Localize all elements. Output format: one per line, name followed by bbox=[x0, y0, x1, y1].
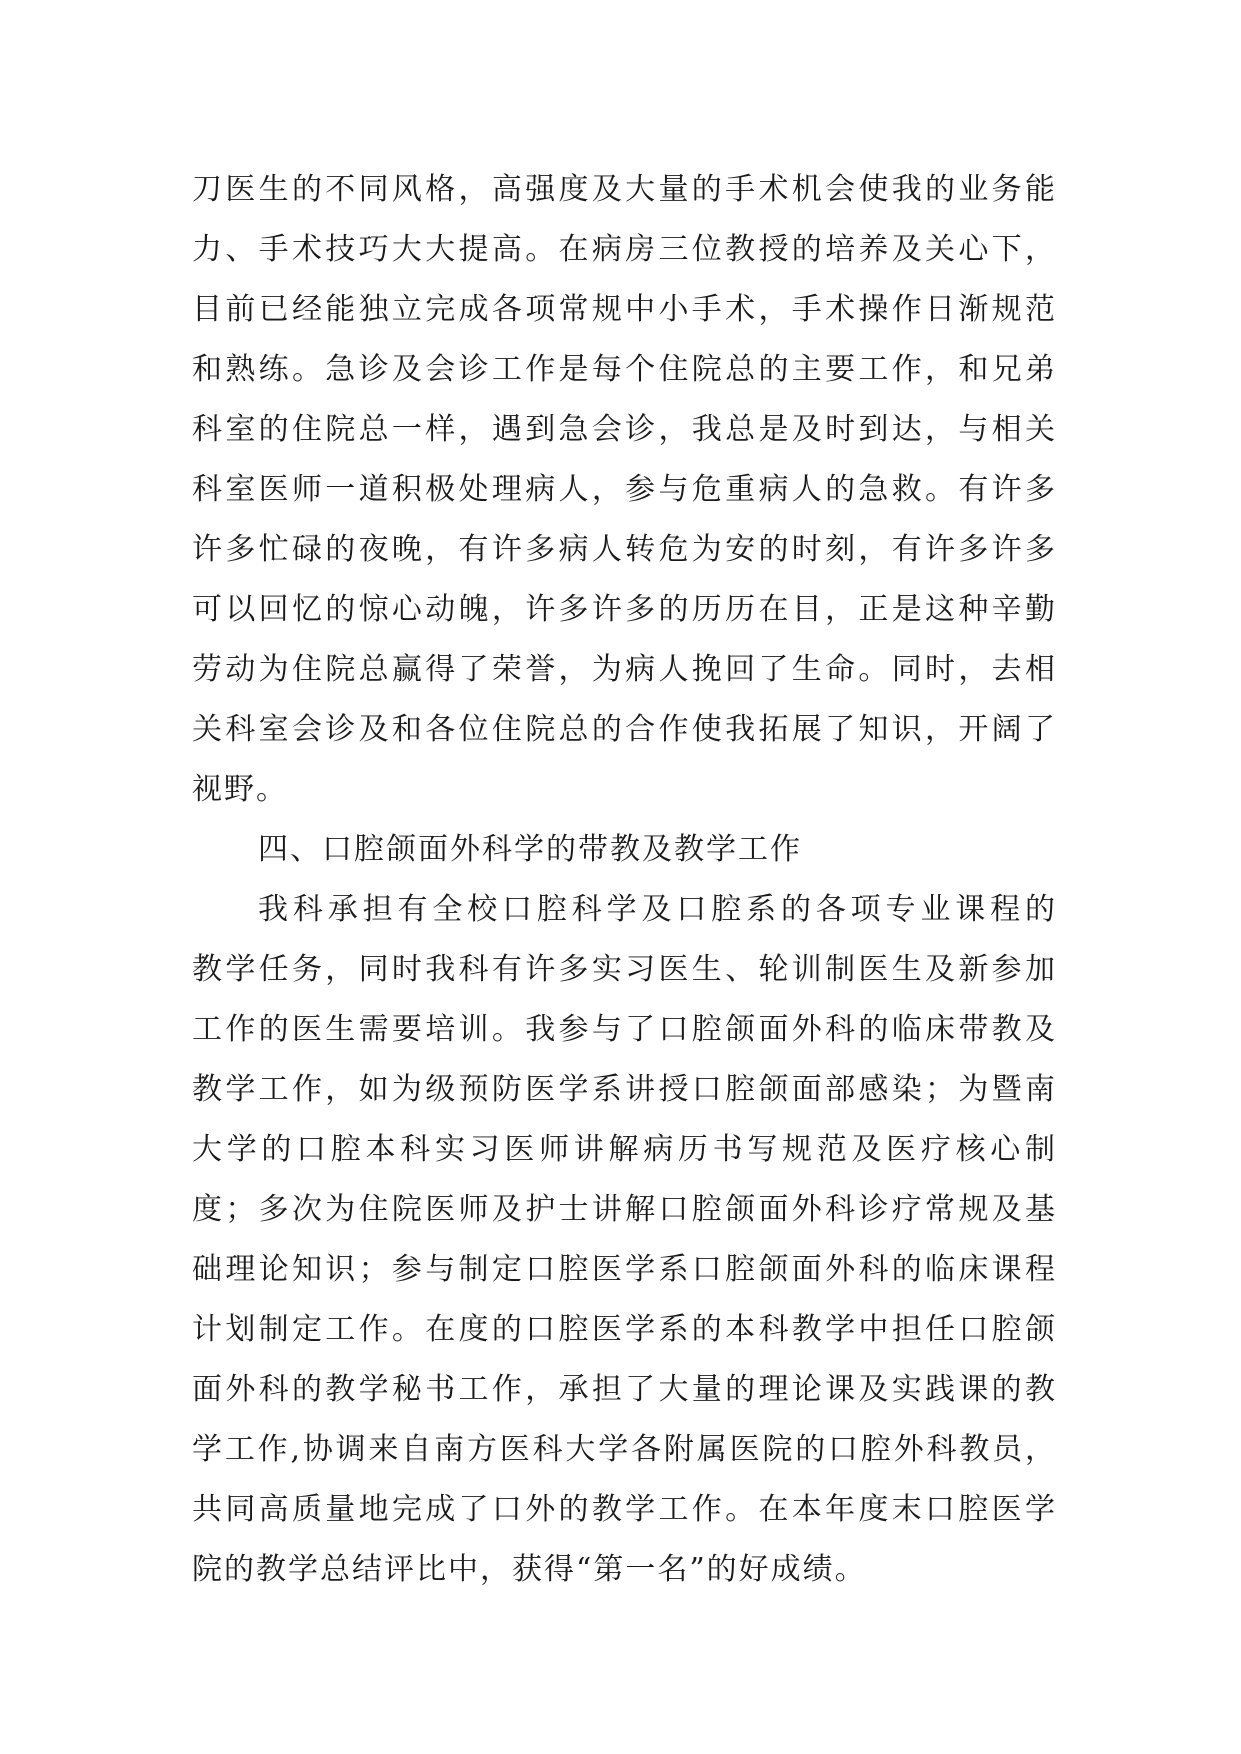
paragraph-surgical-duty bbox=[192, 160, 1057, 820]
text-line: 科室的住院总一样，遇到急会诊，我总是及时到达，与相关 bbox=[192, 412, 1057, 447]
text-line: 院的教学总结评比中，获得“第一名”的好成绩。 bbox=[192, 1552, 867, 1587]
text-line: 可以回忆的惊心动魄，许多许多的历历在目，正是这种辛勤 bbox=[192, 592, 1057, 627]
text-line: 许多忙碌的夜晚，有许多病人转危为安的时刻，有许多许多 bbox=[192, 532, 1057, 567]
section-heading: 四、口腔颌面外科学的带教及教学工作 bbox=[258, 832, 802, 867]
text-line: 教学工作，如为级预防医学系讲授口腔颌面部感染；为暨南 bbox=[192, 1072, 1057, 1107]
text-line: 度；多次为住院医师及护士讲解口腔颌面外科诊疗常规及基 bbox=[192, 1192, 1057, 1227]
text-line: 关科室会诊及和各位住院总的合作使我拓展了知识，开阔了 bbox=[192, 712, 1057, 747]
text-line: 学工作,协调来自南方医科大学各附属医院的口腔外科教员， bbox=[192, 1432, 1057, 1467]
text-line: 目前已经能独立完成各项常规中小手术，手术操作日渐规范 bbox=[192, 292, 1057, 327]
text-line: 和熟练。急诊及会诊工作是每个住院总的主要工作，和兄弟 bbox=[192, 352, 1057, 387]
text-line: 大学的口腔本科实习医师讲解病历书写规范及医疗核心制 bbox=[192, 1132, 1057, 1167]
document-body bbox=[192, 160, 1057, 1600]
text-line: 共同高质量地完成了口外的教学工作。在本年度末口腔医学 bbox=[192, 1492, 1057, 1527]
text-line: 视野。 bbox=[192, 772, 288, 807]
text-line: 刀医生的不同风格，高强度及大量的手术机会使我的业务能 bbox=[192, 172, 1057, 207]
text-line: 教学任务，同时我科有许多实习医生、轮训制医生及新参加 bbox=[192, 952, 1057, 987]
text-line: 计划制定工作。在度的口腔医学系的本科教学中担任口腔颌 bbox=[192, 1312, 1057, 1347]
text-line: 我科承担有全校口腔科学及口腔系的各项专业课程的 bbox=[258, 892, 1057, 927]
paragraph-teaching-work bbox=[192, 880, 1057, 1600]
text-line: 力、手术技巧大大提高。在病房三位教授的培养及关心下， bbox=[192, 232, 1057, 267]
text-line: 劳动为住院总赢得了荣誉，为病人挽回了生命。同时，去相 bbox=[192, 652, 1057, 687]
text-line: 础理论知识；参与制定口腔医学系口腔颌面外科的临床课程 bbox=[192, 1252, 1057, 1287]
text-line: 科室医师一道积极处理病人，参与危重病人的急救。有许多 bbox=[192, 472, 1057, 507]
text-line: 工作的医生需要培训。我参与了口腔颌面外科的临床带教及 bbox=[192, 1012, 1057, 1047]
text-line: 面外科的教学秘书工作，承担了大量的理论课及实践课的教 bbox=[192, 1372, 1057, 1407]
